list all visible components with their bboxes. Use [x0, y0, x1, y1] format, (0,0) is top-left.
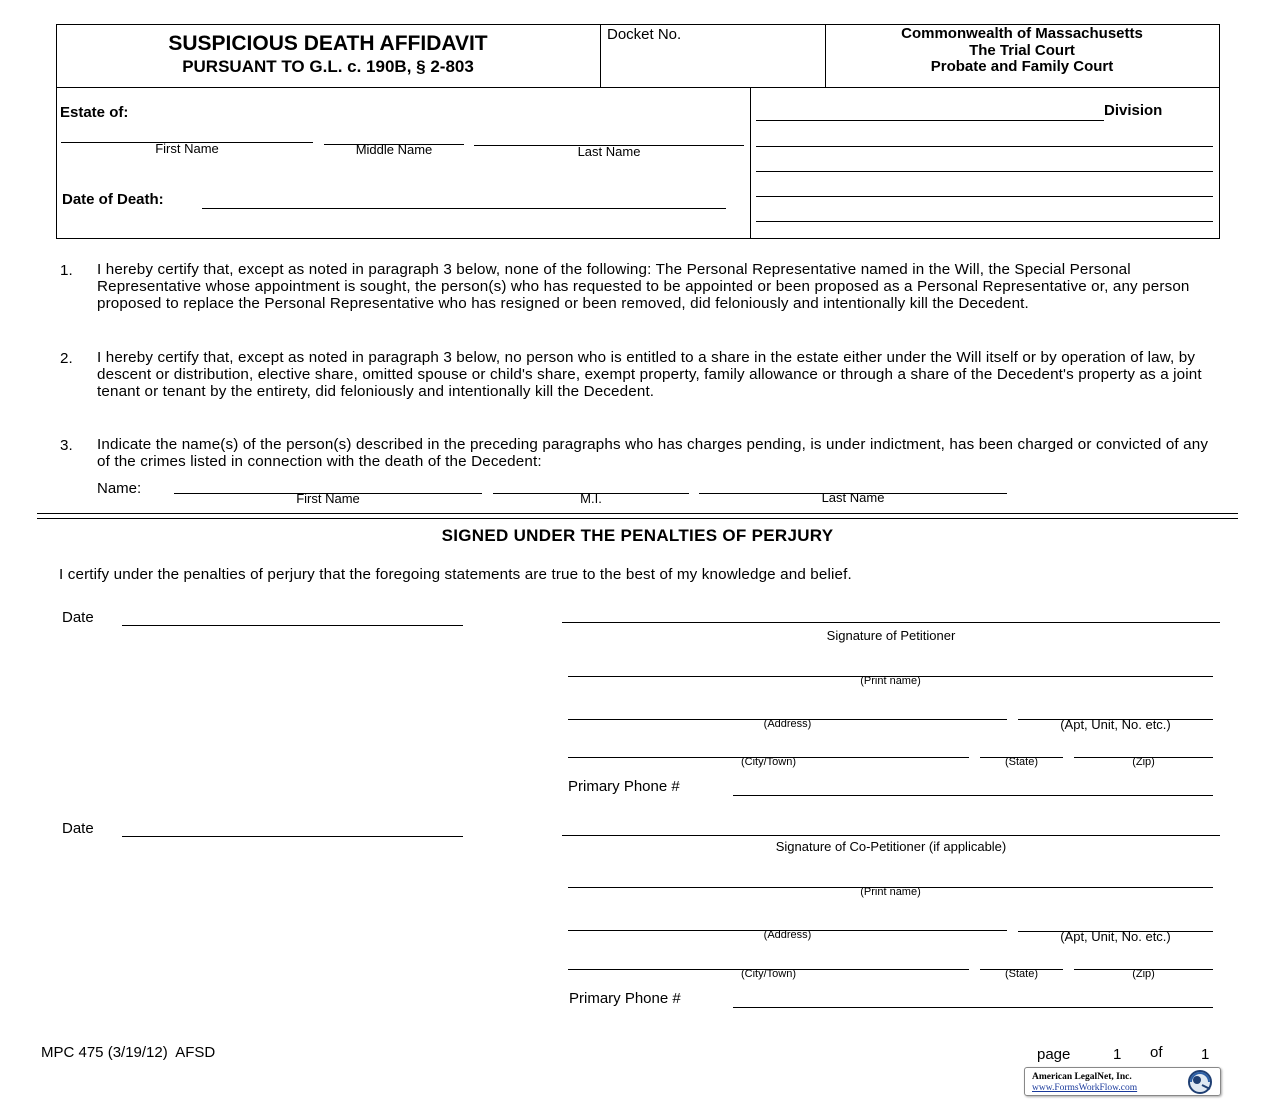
date-field-1[interactable]: [122, 625, 463, 626]
estate-middle-name-caption: Middle Name: [355, 142, 433, 157]
form-subtitle: PURSUANT TO G.L. c. 190B, § 2-803: [182, 57, 474, 76]
accused-mi-caption: M.I.: [580, 491, 602, 506]
division-line-4[interactable]: [756, 196, 1213, 197]
co-petitioner-phone-label: Primary Phone #: [569, 990, 681, 1007]
paragraph-1-number: 1.: [60, 262, 73, 279]
division-label: Division: [1104, 102, 1163, 119]
petitioner-zip-caption: (Zip): [1132, 756, 1155, 768]
docket-number-field[interactable]: [604, 46, 820, 84]
estate-division-divider: [750, 87, 751, 239]
court-line-2: The Trial Court: [969, 42, 1075, 59]
co-petitioner-signature-field[interactable]: [562, 835, 1220, 836]
petitioner-phone-field[interactable]: [733, 795, 1213, 796]
paragraph-2-number: 2.: [60, 350, 73, 367]
page-total: 1: [1201, 1046, 1210, 1063]
petitioner-phone-label: Primary Phone #: [568, 778, 680, 795]
division-line-2[interactable]: [756, 146, 1213, 147]
accused-last-name-caption: Last Name: [821, 490, 885, 505]
date-of-death-field[interactable]: [202, 208, 726, 209]
vendor-logo-icon: [1182, 1069, 1218, 1095]
date-label-1: Date: [62, 609, 94, 626]
vendor-url: www.FormsWorkFlow.com: [1032, 1083, 1138, 1093]
header-divider: [56, 87, 1220, 88]
estate-last-name-caption: Last Name: [577, 144, 641, 159]
petitioner-signature-field[interactable]: [562, 622, 1220, 623]
co-petitioner-signature-caption: Signature of Co-Petitioner (if applicable): [775, 839, 1007, 854]
section-rule-bottom: [37, 518, 1238, 519]
co-petitioner-apt-caption: (Apt, Unit, No. etc.): [1060, 929, 1171, 944]
page-label: page: [1037, 1046, 1071, 1063]
signature-heading: SIGNED UNDER THE PENALTIES OF PERJURY: [441, 526, 834, 545]
co-petitioner-phone-field[interactable]: [733, 1007, 1213, 1008]
co-petitioner-zip-caption: (Zip): [1132, 968, 1155, 980]
name-row-label: Name:: [97, 480, 142, 497]
petitioner-state-caption: (State): [1004, 756, 1038, 768]
paragraph-3-text: Indicate the name(s) of the person(s) described in the preceding paragraphs who has charges pending, is under indictment, has been charged or convicted of any of the crimes listed in connection with the death of the Decedent:: [97, 436, 1209, 470]
petitioner-print-name-caption: (Print name): [860, 675, 921, 687]
paragraph-3-number: 3.: [60, 437, 73, 454]
paragraph-1-text: I hereby certify that, except as noted in paragraph 3 below, none of the following: The Personal Representative named in the Will, the Special Personal Representative whose appointment is sought, the person(s) who has requested to be appointed or been proposed as a Personal Representative or, any person proposed to replace the Personal Representative who has resigned or been removed, did feloniously and intentionally kill the Decedent.: [97, 261, 1190, 312]
co-petitioner-print-name-caption: (Print name): [860, 886, 921, 898]
title-docket-divider: [600, 24, 601, 87]
section-rule-top: [37, 513, 1238, 514]
estate-label: Estate of:: [60, 104, 129, 121]
certify-text: I certify under the penalties of perjury that the foregoing statements are true to the best of my knowledge and belief.: [59, 566, 852, 583]
division-line-3[interactable]: [756, 171, 1213, 172]
of-label: of: [1150, 1044, 1163, 1061]
form-title: SUSPICIOUS DEATH AFFIDAVIT: [168, 32, 488, 55]
accused-first-name-caption: First Name: [296, 491, 360, 506]
form-id: MPC 475 (3/19/12) AFSD: [41, 1044, 216, 1061]
co-petitioner-address-caption: (Address): [763, 929, 812, 941]
paragraph-2-text: I hereby certify that, except as noted in paragraph 3 below, no person who is entitled to a share in the estate either under the Will itself or by operation of law, by descent or distribution, elective share, omitted spouse or child's share, exempt property, family allowance or through a share of the Decedent's property as a joint tenant or tenant by the entirety, did feloniously and intentionally kill the Decedent.: [97, 349, 1202, 400]
date-label-2: Date: [62, 820, 94, 837]
page-number: 1: [1113, 1046, 1122, 1063]
docket-label: Docket No.: [607, 26, 682, 43]
court-line-3: Probate and Family Court: [930, 58, 1114, 75]
petitioner-apt-caption: (Apt, Unit, No. etc.): [1060, 717, 1171, 732]
vendor-badge[interactable]: [1024, 1067, 1221, 1096]
co-petitioner-state-caption: (State): [1004, 968, 1038, 980]
co-petitioner-city-caption: (City/Town): [740, 968, 796, 980]
petitioner-signature-caption: Signature of Petitioner: [826, 628, 956, 643]
court-line-1: Commonwealth of Massachusetts: [901, 25, 1143, 42]
estate-first-name-caption: First Name: [155, 141, 219, 156]
petitioner-city-caption: (City/Town): [740, 756, 796, 768]
petitioner-address-caption: (Address): [763, 718, 812, 730]
date-of-death-label: Date of Death:: [62, 191, 164, 208]
division-line-5[interactable]: [756, 221, 1213, 222]
division-field[interactable]: [756, 120, 1104, 121]
vendor-name: American LegalNet, Inc.: [1032, 1072, 1132, 1082]
date-field-2[interactable]: [122, 836, 463, 837]
